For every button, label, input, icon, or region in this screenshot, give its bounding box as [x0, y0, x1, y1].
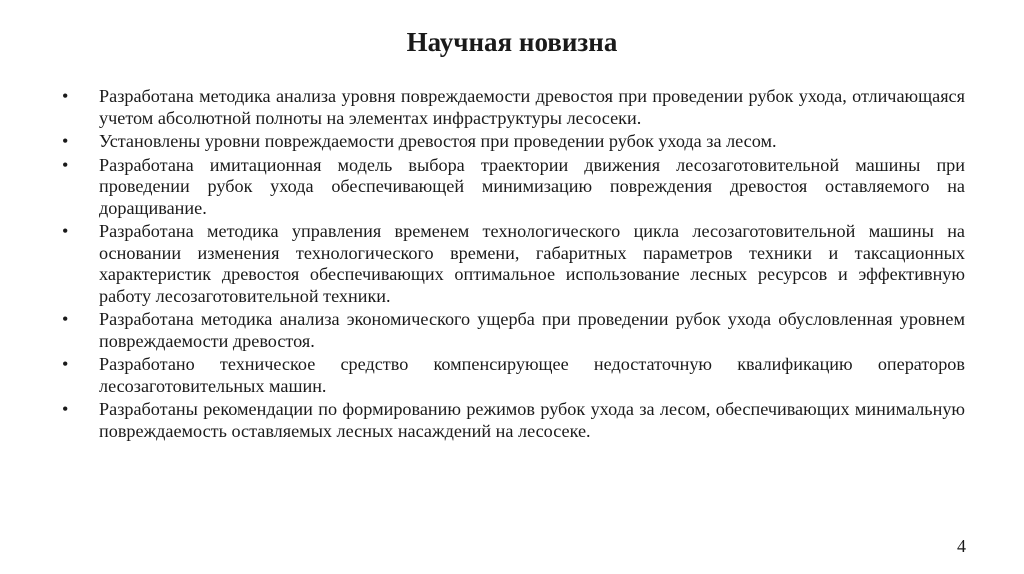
slide-title: Научная новизна — [406, 27, 618, 57]
list-item-text: Разработаны рекомендации по формированию режимов рубок ухода за лесом, обеспечивающих минимальную повреждаемость оставляемых лесных насаждений на лесосеке. — [99, 399, 965, 441]
list-item — [62, 221, 965, 307]
list-item-text: Разработана методика управления временем технологического цикла лесозаготовительной машины на основании изменения технологического времени, габаритных параметров техники и таксационных характеристик древостоя обеспечивающих оптимальное использование лесных ресурсов и эффективную работу лесозаготовительной техники. — [99, 221, 965, 306]
list-item — [62, 155, 965, 220]
list-item-text: Разработана методика анализа экономического ущерба при проведении рубок ухода обусловленная уровнем повреждаемости древостоя. — [99, 309, 965, 351]
bullet-icon: • — [62, 309, 69, 329]
list-item-text: Разработано техническое средство компенсирующее недостаточную квалификацию операторов лесозаготовительных машин. — [99, 354, 965, 396]
list-item — [62, 86, 965, 129]
list-item-text: Разработана методика анализа уровня повреждаемости древостоя при проведении рубок ухода, отличающаяся учетом абсолютной полноты на элементах инфраструктуры лесосеки. — [99, 86, 965, 128]
bullet-icon: • — [62, 154, 69, 175]
bullet-list — [62, 86, 965, 444]
list-item — [62, 399, 965, 442]
list-item — [62, 131, 965, 153]
list-item — [62, 309, 965, 352]
bullet-icon: • — [62, 221, 69, 241]
bullet-icon: • — [62, 131, 69, 151]
bullet-icon: • — [62, 354, 69, 374]
list-item-text: Разработана имитационная модель выбора траектории движения лесозаготовительной машины при проведении рубок ухода обеспечивающей минимизацию повреждения древостоя оставляемого на доращивание. — [99, 154, 965, 218]
bullet-icon: • — [62, 86, 69, 106]
list-item-text: Установлены уровни повреждаемости древостоя при проведении рубок ухода за лесом. — [99, 131, 777, 151]
page-number: 4 — [957, 536, 966, 556]
list-item — [62, 354, 965, 397]
bullet-icon: • — [62, 399, 69, 419]
